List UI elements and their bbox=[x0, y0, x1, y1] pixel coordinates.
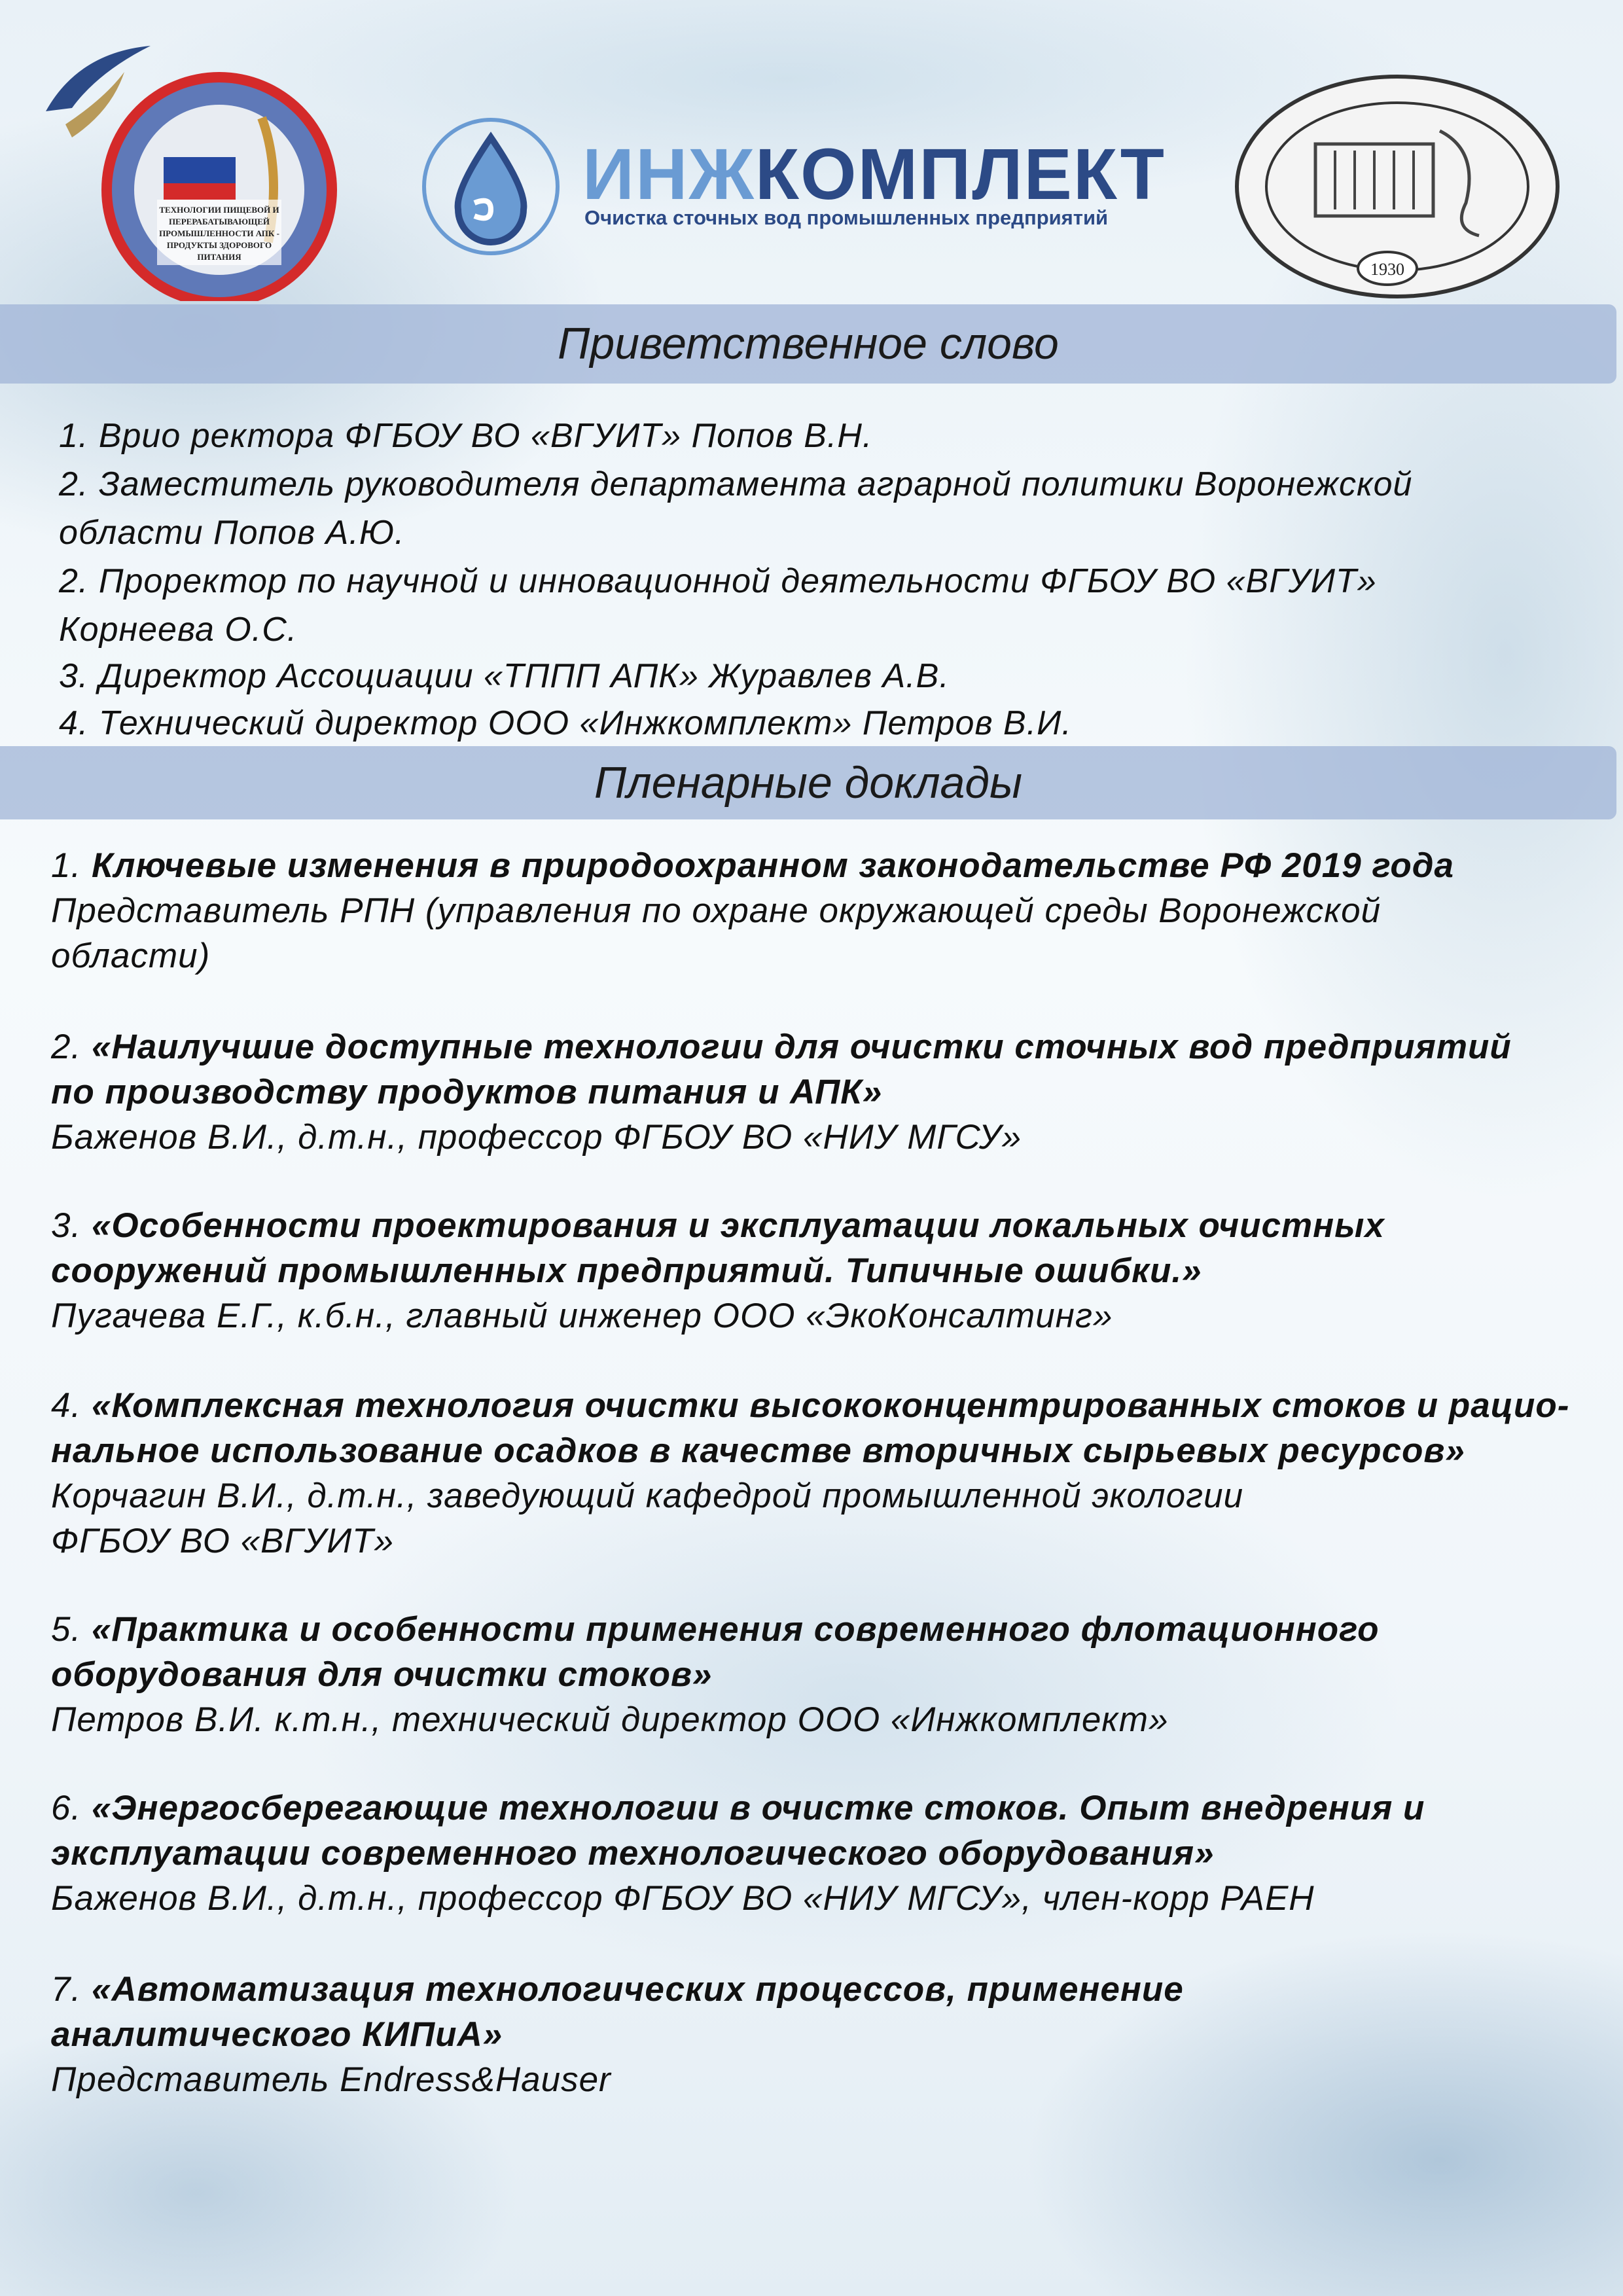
plenary-item-speaker: Корчагин В.И., д.т.н., заведующий кафедрой промышленной экологии bbox=[51, 1477, 1244, 1515]
plenary-item-title: нальное использование осадков в качестве вторичных сырьевых ресурсов» bbox=[51, 1431, 1465, 1470]
plenary-item-title: сооружений промышленных предприятий. Типичные ошибки.» bbox=[51, 1251, 1202, 1290]
welcome-section-banner bbox=[0, 304, 1616, 384]
plenary-item-speaker: ФГБОУ ВО «ВГУИТ» bbox=[51, 1522, 395, 1560]
svg-text:ПРОМЫШЛЕННОСТИ АПК -: ПРОМЫШЛЕННОСТИ АПК - bbox=[159, 228, 279, 238]
plenary-section-banner bbox=[0, 746, 1616, 819]
welcome-line: 1. Врио ректора ФГБОУ ВО «ВГУИТ» Попов В.Н. bbox=[59, 417, 873, 455]
plenary-item-speaker: Петров В.И. к.т.н., технический директор ООО «Инжкомплект» bbox=[51, 1700, 1169, 1739]
plenary-item-number: 2. bbox=[51, 1028, 82, 1066]
welcome-line: 3. Директор Ассоциации «ТППП АПК» Журавлев А.В. bbox=[59, 657, 950, 695]
plenary-item-title-line bbox=[51, 1788, 1425, 1828]
svg-text:ТЕХНОЛОГИИ ПИЩЕВОЙ И: ТЕХНОЛОГИИ ПИЩЕВОЙ И bbox=[159, 205, 279, 215]
welcome-line: 4. Технический директор ООО «Инжкомплект» Петров В.И. bbox=[59, 704, 1072, 742]
company-name-light: ИНЖ bbox=[582, 134, 755, 215]
plenary-item-speaker: Баженов В.И., д.т.н., профессор ФГБОУ ВО «НИУ МГСУ» bbox=[51, 1118, 1022, 1157]
plenary-item-title: «Энергосберегающие технологии в очистке стоков. Опыт внедрения и bbox=[91, 1789, 1425, 1827]
plenary-item-title: по производству продуктов питания и АПК» bbox=[51, 1073, 883, 1111]
plenary-item-title-line bbox=[51, 1609, 1380, 1649]
plenary-item-number: 7. bbox=[51, 1970, 82, 2009]
svg-text:ПРОДУКТЫ ЗДОРОВОГО: ПРОДУКТЫ ЗДОРОВОГО bbox=[166, 240, 272, 250]
plenary-item-speaker: Представитель РПН (управления по охране окружающей среды Воронежской bbox=[51, 891, 1382, 930]
plenary-item-title-line bbox=[51, 1431, 1465, 1471]
plenary-item-speaker: Баженов В.И., д.т.н., профессор ФГБОУ ВО «НИУ МГСУ», член-корр РАЕН bbox=[51, 1879, 1315, 1918]
plenary-item-title: «Комплексная технология очистки высококонцентрированных стоков и рацио- bbox=[91, 1386, 1570, 1425]
food-security-platform-logo bbox=[26, 26, 353, 301]
plenary-item-title: аналитического КИПиА» bbox=[51, 2015, 503, 2054]
plenary-item-title: «Автоматизация технологических процессов, применение bbox=[91, 1970, 1184, 2009]
plenary-item-speaker: Представитель Endress&Hauser bbox=[51, 2060, 611, 2099]
company-tagline: Очистка сточных вод промышленных предприятий bbox=[584, 206, 1109, 229]
plenary-item-title-line bbox=[51, 1027, 1512, 1067]
plenary-item-title-line bbox=[51, 1969, 1184, 2009]
plenary-title: Пленарные доклады bbox=[594, 758, 1022, 808]
plenary-item-number: 5. bbox=[51, 1610, 82, 1649]
plenary-item-title: «Практика и особенности применения современного флотационного bbox=[91, 1610, 1380, 1649]
plenary-item-title-line bbox=[51, 1206, 1385, 1246]
welcome-line: Корнеева О.С. bbox=[59, 611, 298, 649]
plenary-item-number: 4. bbox=[51, 1386, 82, 1425]
plenary-item-title-line bbox=[51, 1655, 713, 1695]
plenary-item-title: «Наилучшие доступные технологии для очистки сточных вод предприятий bbox=[91, 1028, 1512, 1066]
welcome-title: Приветственное слово bbox=[558, 319, 1059, 368]
university-seal-logo bbox=[1230, 72, 1571, 301]
svg-text:ПИТАНИЯ: ПИТАНИЯ bbox=[197, 252, 241, 262]
welcome-line: 2. Проректор по научной и инновационной деятельности ФГБОУ ВО «ВГУИТ» bbox=[59, 562, 1377, 600]
plenary-item-title: «Особенности проектирования и эксплуатации локальных очистных bbox=[91, 1206, 1385, 1245]
plenary-item-title-line bbox=[51, 1386, 1569, 1426]
plenary-item-title-line bbox=[51, 1833, 1215, 1873]
plenary-item-number: 3. bbox=[51, 1206, 82, 1245]
plenary-item-number: 6. bbox=[51, 1789, 82, 1827]
plenary-item-speaker: области) bbox=[51, 937, 211, 975]
welcome-line: области Попов А.Ю. bbox=[59, 514, 405, 552]
plenary-item-title-line bbox=[51, 846, 1454, 886]
plenary-item-title-line bbox=[51, 1251, 1202, 1291]
plenary-item-speaker: Пугачева Е.Г., к.б.н., главный инженер ООО «ЭкоКонсалтинг» bbox=[51, 1297, 1113, 1335]
company-name-bold: КОМПЛЕКТ bbox=[755, 134, 1166, 215]
plenary-item-number: 1. bbox=[51, 846, 82, 885]
svg-text:ПЕРЕРАБАТЫВАЮЩЕЙ: ПЕРЕРАБАТЫВАЮЩЕЙ bbox=[168, 217, 270, 226]
svg-text:1930: 1930 bbox=[1370, 260, 1404, 279]
welcome-line: 2. Заместитель руководителя департамента аграрной политики Воронежской bbox=[59, 465, 1413, 503]
plenary-item-title: эксплуатации современного технологического оборудования» bbox=[51, 1834, 1215, 1873]
company-name bbox=[582, 134, 1166, 215]
plenary-item-title-line bbox=[51, 2015, 503, 2054]
plenary-item-title: оборудования для очистки стоков» bbox=[51, 1655, 713, 1694]
plenary-item-title: Ключевые изменения в природоохранном законодательстве РФ 2019 года bbox=[91, 846, 1455, 885]
plenary-item-title-line bbox=[51, 1072, 882, 1112]
